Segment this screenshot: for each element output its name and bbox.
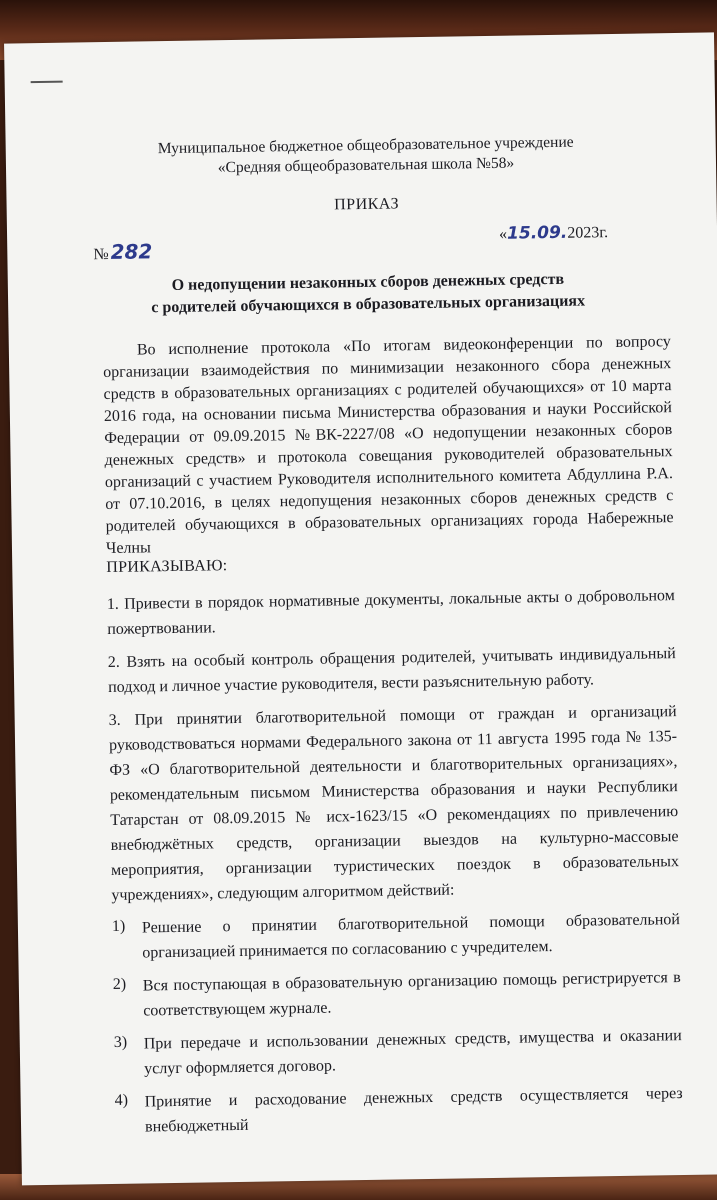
sub-item-text: При передаче и использовании денежных средств, имущества и оказании услуг оформляется договор. bbox=[143, 1027, 682, 1078]
sub-item-number: 4) bbox=[114, 1091, 129, 1109]
order-number-prefix: № bbox=[93, 245, 109, 264]
order-number-handwritten: 282 bbox=[110, 239, 153, 264]
order-item-2: 2. Взять на особый контроль обращения родителей, учитывать индивидуальный подход и личное участие руководителя, вести разъяснительную работу. bbox=[107, 645, 676, 697]
subject-line-1: О недопущении незаконных сборов денежных средств bbox=[171, 270, 565, 294]
sub-item bbox=[114, 1023, 683, 1082]
sub-item bbox=[113, 965, 682, 1024]
order-number bbox=[93, 239, 152, 264]
order-date-open: « bbox=[498, 225, 508, 243]
subject-line-2: с родителей обучающихся в образовательных организациях bbox=[151, 292, 586, 317]
sub-item-text: Принятие и расходование денежных средств осуществляется через внебюджетный bbox=[144, 1085, 683, 1136]
sub-item bbox=[112, 907, 681, 966]
order-date-handwritten: 15.09. bbox=[506, 222, 568, 244]
order-date bbox=[499, 222, 608, 244]
order-items bbox=[107, 583, 684, 1148]
institution-line-2: «Средняя общеобразовательная школа №58» bbox=[217, 154, 515, 177]
document-type-title: ПРИКАЗ bbox=[334, 195, 400, 214]
order-subject bbox=[88, 267, 649, 320]
institution-line-1: Муниципальное бюджетное общеобразовательное учреждение bbox=[157, 133, 574, 158]
pen-mark bbox=[31, 81, 63, 84]
decree-heading: ПРИКАЗЫВАЮ: bbox=[106, 557, 228, 577]
sub-item-text: Вся поступающая в образовательную организацию помощь регистрируется в соответствующем журнале. bbox=[142, 969, 681, 1020]
order-date-rest: 2023г. bbox=[567, 224, 609, 242]
order-item-1: 1. Привести в порядок нормативные документы, локальные акты о добровольном пожертвовании. bbox=[106, 587, 675, 639]
document-page bbox=[4, 32, 717, 1185]
order-item-3: 3. При принятии благотворительной помощи от граждан и организаций руководствоваться нормами Федерального закона от 11 августа 1995 года № 135-ФЗ «О благотворительной деятельности и благотворительных организациях», рекомендательным письмом Министерства образования и науки Республики Татарстан от 08.09.2015 № исх-1623/15 «О рекомендациях по привлечению внебюджётных средств, организации выездов на культурно-массовые мероприятия, организации туристических поездок в образовательных учреждениях», следующим алгоритмом действий: bbox=[108, 703, 680, 904]
preamble-paragraph: Во исполнение протокола «По итогам видеоконференции по вопросу организации взаимодействия по минимизации незаконного сбора денежных средств в образовательных организациях с родителей обучающихся» от 10 марта 2016 года, на основании письма Министерства образования и науки Российской Федерации от 09.09.2015 №ВК-2227/08 «О недопущении незаконных сборов денежных средств» и протокола совещания руководителей образовательных организаций с участием Руководителя исполнительного комитета Абдуллина Р.А. от 07.10.2016, в целях недопущения незаконных сборов денежных средств с родителей обучающихся в образовательных организациях города Набережные Челны bbox=[103, 333, 674, 558]
sub-item bbox=[114, 1081, 683, 1140]
sub-item-number: 2) bbox=[112, 975, 127, 993]
sub-item-number: 1) bbox=[111, 917, 126, 935]
sub-item-number: 3) bbox=[113, 1033, 128, 1051]
sub-item-text: Решение о принятии благотворительной помощи образовательной организацией принимается по согласованию с учредителем. bbox=[141, 911, 681, 962]
institution-header bbox=[86, 132, 647, 181]
